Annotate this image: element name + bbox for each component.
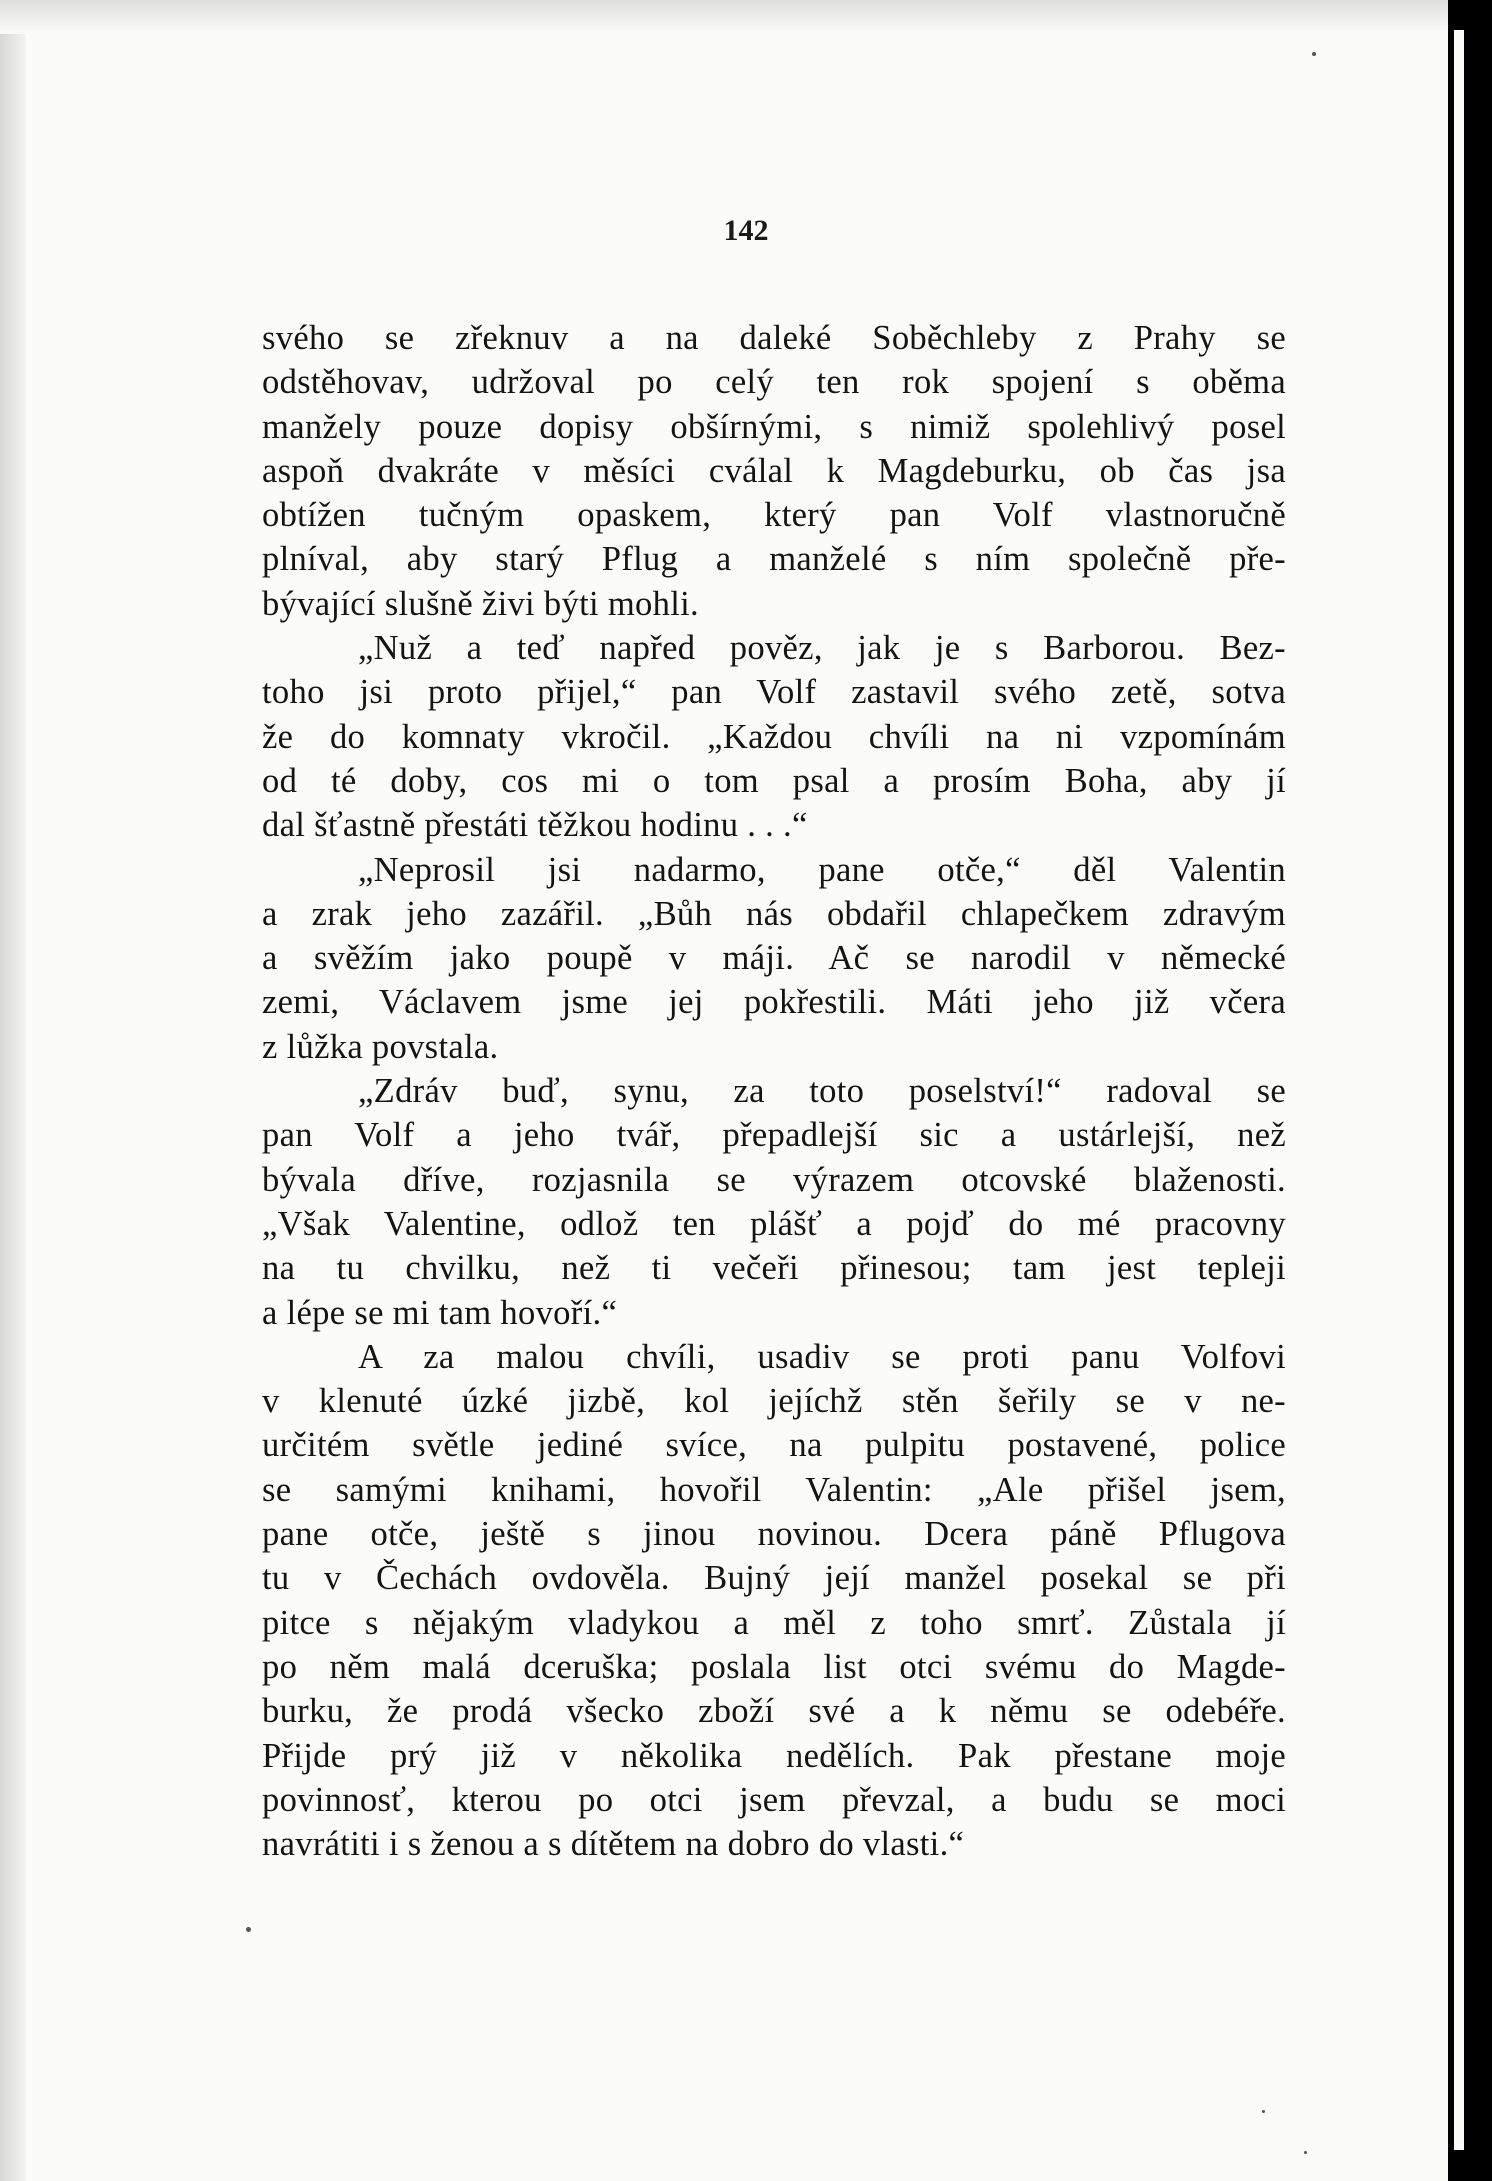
paper-speck [1304,2151,1307,2154]
book-gutter [1448,0,1492,2181]
text-line: burku, že prodá všecko zboží své a k němu se odebéře. [262,1692,1286,1731]
text-line: plníval, aby starý Pflug a manželé s ním společně pře- [262,540,1286,579]
text-line: obtížen tučným opaskem, který pan Volf vlastnoručně [262,496,1286,535]
text-line: pane otče, ještě s jinou novinou. Dcera páně Pflugova [262,1515,1286,1554]
text-line: po něm malá dceruška; poslala list otci svému do Magde- [262,1647,1286,1686]
text-line: aspoň dvakráte v měsíci cválal k Magdeburku, ob čas jsa [262,451,1286,490]
text-line: a zrak jeho zazářil. „Bůh nás obdařil chlapečkem zdravým [262,894,1286,933]
paper-speck [1262,2110,1265,2113]
page-shadow-left [0,0,26,2181]
text-line: „Však Valentine, odlož ten plášť a pojď do mé pracovny [262,1204,1286,1243]
text-line: a svěžím jako poupě v máji. Ač se narodil v německé [262,939,1286,978]
paper-speck [1312,52,1316,56]
text-line: na tu chvilku, než ti večeři přinesou; tam jest tepleji [262,1249,1286,1288]
text-line: „Zdráv buď, synu, za toto poselství!“ radoval se [358,1072,1286,1111]
text-line: v klenuté úzké jizbě, kol jejíchž stěn šeřily se v ne- [262,1382,1286,1421]
text-line: tu v Čechách ovdověla. Bujný její manžel posekal se při [262,1559,1286,1598]
next-page-edge [1454,30,1464,2150]
text-line: a lépe se mi tam hovoří.“ [262,1293,618,1332]
text-line: A za malou chvíli, usadiv se proti panu Volfovi [358,1337,1286,1376]
text-line: Přijde prý již v několika nedělích. Pak přestane moje [262,1736,1286,1775]
text-line: pan Volf a jeho tvář, přepadlejší sic a ustárlejší, než [262,1116,1286,1155]
text-line: se samými knihami, hovořil Valentin: „Ale přišel jsem, [262,1470,1286,1509]
text-line: „Nuž a teď napřed pověz, jak je s Barborou. Bez- [358,629,1286,668]
text-line: pitce s nějakým vladykou a měl z toho smrť. Zůstala jí [262,1603,1286,1642]
text-line: odstěhovav, udržoval po celý ten rok spojení s oběma [262,363,1286,402]
paper-speck [246,1927,251,1932]
text-line: svého se zřeknuv a na daleké Soběchleby z Prahy se [262,319,1286,357]
text-line: toho jsi proto přijel,“ pan Volf zastavil svého zetě, sotva [262,673,1286,712]
text-line: že do komnaty vkročil. „Každou chvíli na ni vzpomínám [262,717,1286,756]
text-line: určitém světle jediné svíce, na pulpitu postavené, police [262,1426,1286,1465]
text-line: povinnosť, kterou po otci jsem převzal, a budu se moci [262,1780,1286,1819]
text-line: dal šťastně přestáti těžkou hodinu . . .“ [262,806,808,845]
text-line: „Neprosil jsi nadarmo, pane otče,“ děl Valentin [358,850,1286,889]
text-line: bývala dříve, rozjasnila se výrazem otcovské blaženosti. [262,1160,1286,1199]
text-line: manžely pouze dopisy obšírnými, s nimiž spolehlivý posel [262,407,1286,446]
body-text [262,316,1286,1866]
page-shadow-top [0,0,1448,34]
text-line: od té doby, cos mi o tom psal a prosím Boha, aby jí [262,761,1286,800]
text-line: zemi, Václavem jsme jej pokřestili. Máti jeho již včera [262,983,1286,1022]
text-line: z lůžka povstala. [262,1027,499,1066]
text-line: navrátiti i s ženou a s dítětem na dobro do vlasti.“ [262,1825,965,1864]
text-line: bývající slušně živi býti mohli. [262,584,699,623]
page-number: 142 [723,214,769,247]
